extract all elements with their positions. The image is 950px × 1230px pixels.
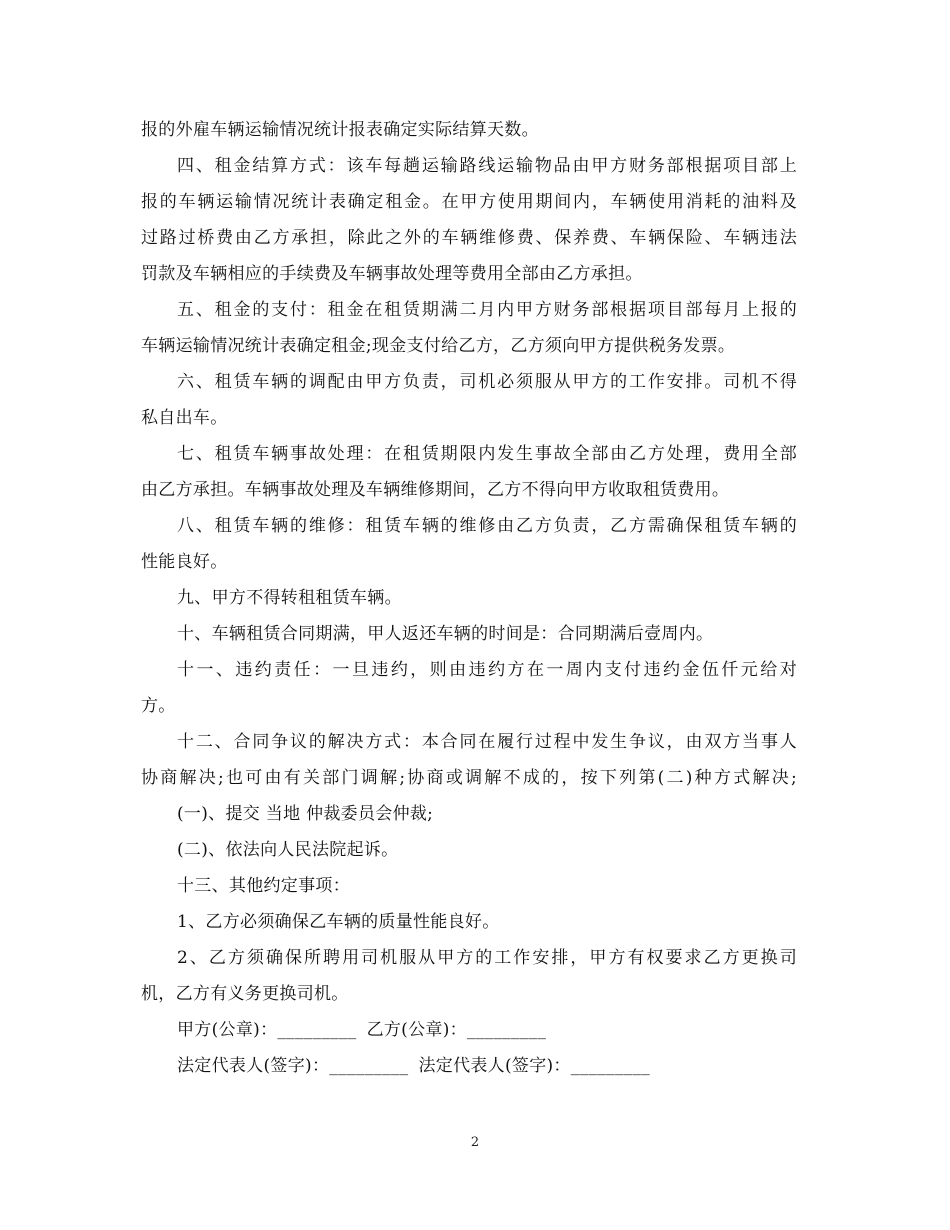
text-line: 五、租金的支付：租金在租赁期满二月内甲方财务部根据项目部每月上报的 xyxy=(177,300,797,320)
text-line: 2、乙方须确保所聘用司机服从甲方的工作安排，甲方有权要求乙方更换司 xyxy=(177,948,797,968)
text-line: 十、车辆租赁合同期满，甲人返还车辆的时间是：合同期满后壹周内。 xyxy=(177,624,714,644)
text-line: 九、甲方不得转租租赁车辆。 xyxy=(177,588,402,608)
text-line: 由乙方承担。车辆事故处理及车辆维修期间，乙方不得向甲方收取租赁费用。 xyxy=(141,480,730,500)
party-a-representative-field: 法定代表人(签字)：_________ xyxy=(177,1056,409,1076)
text-line: 十三、其他约定事项： xyxy=(177,876,350,896)
text-line: 四、租金结算方式：该车每趟运输路线运输物品由甲方财务部根据项目部上 xyxy=(177,156,797,176)
text-line: (一)、提交 当地 仲裁委员会仲裁; xyxy=(177,804,434,824)
contract-body xyxy=(141,112,797,1084)
text-line: 十二、合同争议的解决方式：本合同在履行过程中发生争议，由双方当事人 xyxy=(177,732,797,752)
text-line: 报的车辆运输情况统计表确定租金。在甲方使用期间内，车辆使用消耗的油料及 xyxy=(141,192,797,212)
text-line: 机，乙方有义务更换司机。 xyxy=(141,984,349,1004)
text-line: 八、租赁车辆的维修：租赁车辆的维修由乙方负责，乙方需确保租赁车辆的 xyxy=(177,516,797,536)
seal-signature-row xyxy=(141,1012,797,1048)
text-line: 1、乙方必须确保乙车辆的质量性能良好。 xyxy=(177,912,500,932)
text-line: 车辆运输情况统计表确定租金;现金支付给乙方，乙方须向甲方提供税务发票。 xyxy=(141,336,736,356)
page-number: 2 xyxy=(470,1135,480,1150)
party-b-seal-field: 乙方(公章)：_________ xyxy=(366,1020,547,1040)
contract-text xyxy=(141,112,797,1012)
text-line: 六、租赁车辆的调配由甲方负责，司机必须服从甲方的工作安排。司机不得 xyxy=(177,372,797,392)
text-line: 私自出车。 xyxy=(141,408,228,428)
party-b-representative-field: 法定代表人(签字)：_________ xyxy=(418,1056,650,1076)
text-line: 性能良好。 xyxy=(141,552,228,572)
text-line: 协商解决;也可由有关部门调解;协商或调解不成的，按下列第(二)种方式解决; xyxy=(141,768,797,788)
text-line: 罚款及车辆相应的手续费及车辆事故处理等费用全部由乙方承担。 xyxy=(141,264,643,284)
text-line: (二)、依法向人民法院起诉。 xyxy=(177,840,399,860)
text-line: 七、租赁车辆事故处理：在租赁期限内发生事故全部由乙方处理，费用全部 xyxy=(177,444,797,464)
text-line: 方。 xyxy=(141,696,176,716)
text-line: 十一、违约责任：一旦违约，则由违约方在一周内支付违约金伍仟元给对 xyxy=(177,660,797,680)
text-line: 过路过桥费由乙方承担，除此之外的车辆维修费、保养费、车辆保险、车辆违法 xyxy=(141,228,797,248)
representative-signature-row xyxy=(141,1048,797,1084)
party-a-seal-field: 甲方(公章)：_________ xyxy=(177,1020,357,1040)
text-line: 报的外雇车辆运输情况统计报表确定实际结算天数。 xyxy=(141,120,539,140)
